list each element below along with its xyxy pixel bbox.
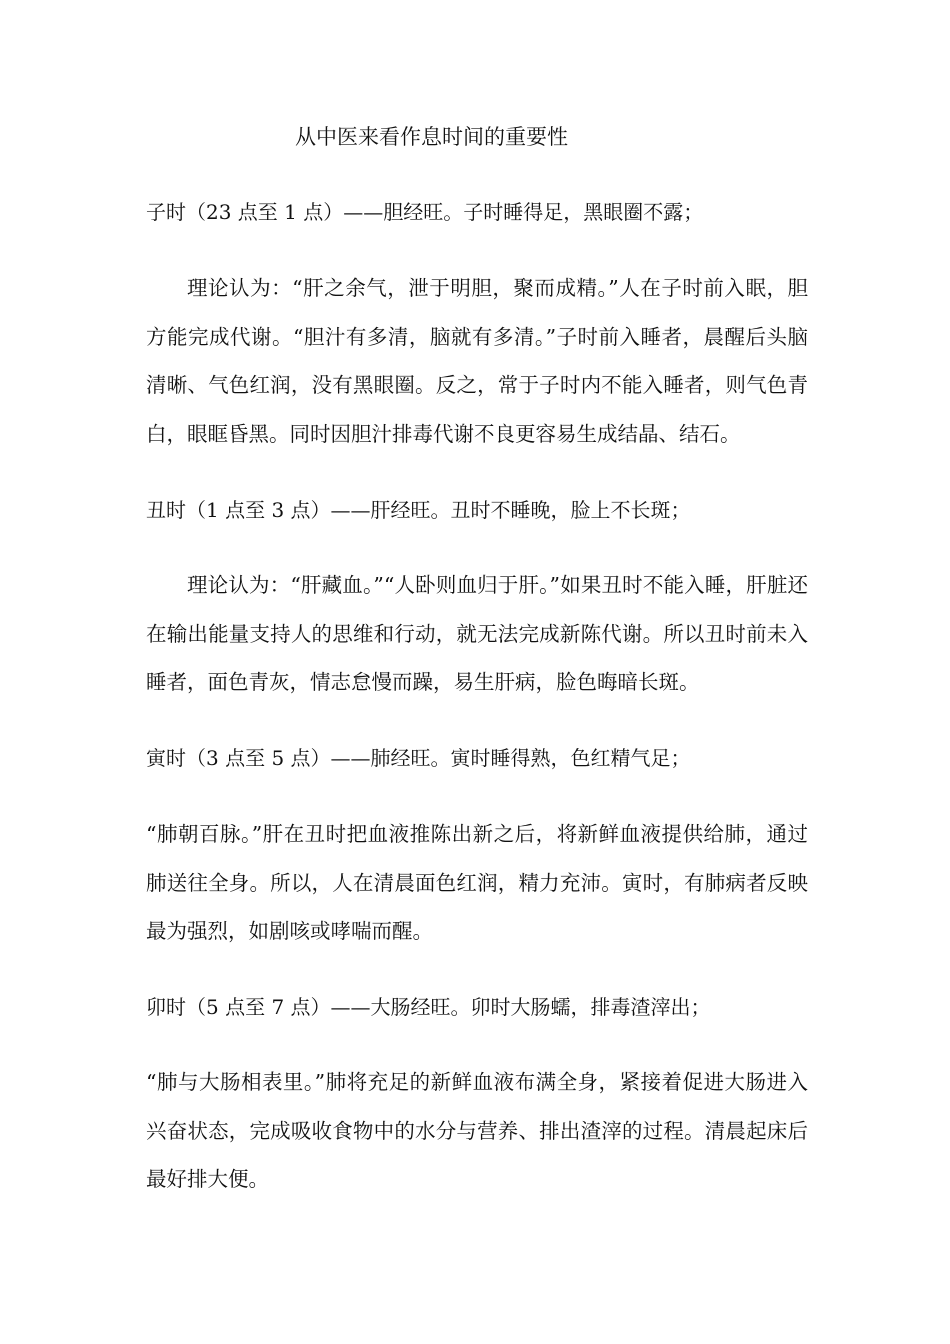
section-body-mao: “肺与大肠相表里。”肺将充足的新鲜血液布满全身，紧接着促进大肠进入兴奋状态，完成吸收食物中的水分与营养、排出渣滓的过程。清晨起床后最好排大便。 (146, 1070, 808, 1191)
section-heading-yin: 寅时（3 点至 5 点）——肺经旺。寅时睡得熟，色红精气足； (146, 746, 691, 770)
document-title: 从中医来看作息时间的重要性 (295, 125, 568, 149)
section-heading-zi: 子时（23 点至 1 点）——胆经旺。子时睡得足，黑眼圈不露； (146, 200, 704, 224)
section-body-zi: 理论认为：“肝之余气，泄于明胆，聚而成精。”人在子时前入眠，胆方能完成代谢。“胆汁有多清，脑就有多清。”子时前入睡者，晨醒后头脑清晰、气色红润，没有黑眼圈。反之，常于子时内不能入睡者，则气色青白，眼眶昏黑。同时因胆汁排毒代谢不良更容易生成结晶、结石。 (146, 276, 808, 446)
section-body-chou: 理论认为：“肝藏血。”“人卧则血归于肝。”如果丑时不能入睡，肝脏还在输出能量支持人的思维和行动，就无法完成新陈代谢。所以丑时前未入睡者，面色青灰，情志怠慢而躁，易生肝病，脸色晦暗长斑。 (146, 573, 808, 694)
section-heading-chou: 丑时（1 点至 3 点）——肝经旺。丑时不睡晚，脸上不长斑； (146, 498, 691, 522)
section-body-yin: “肺朝百脉。”肝在丑时把血液推陈出新之后，将新鲜血液提供给肺，通过肺送往全身。所以，人在清晨面色红润，精力充沛。寅时，有肺病者反映最为强烈，如剧咳或哮喘而醒。 (146, 822, 808, 943)
section-heading-mao: 卯时（5 点至 7 点）——大肠经旺。卯时大肠蠕，排毒渣滓出； (146, 995, 711, 1019)
